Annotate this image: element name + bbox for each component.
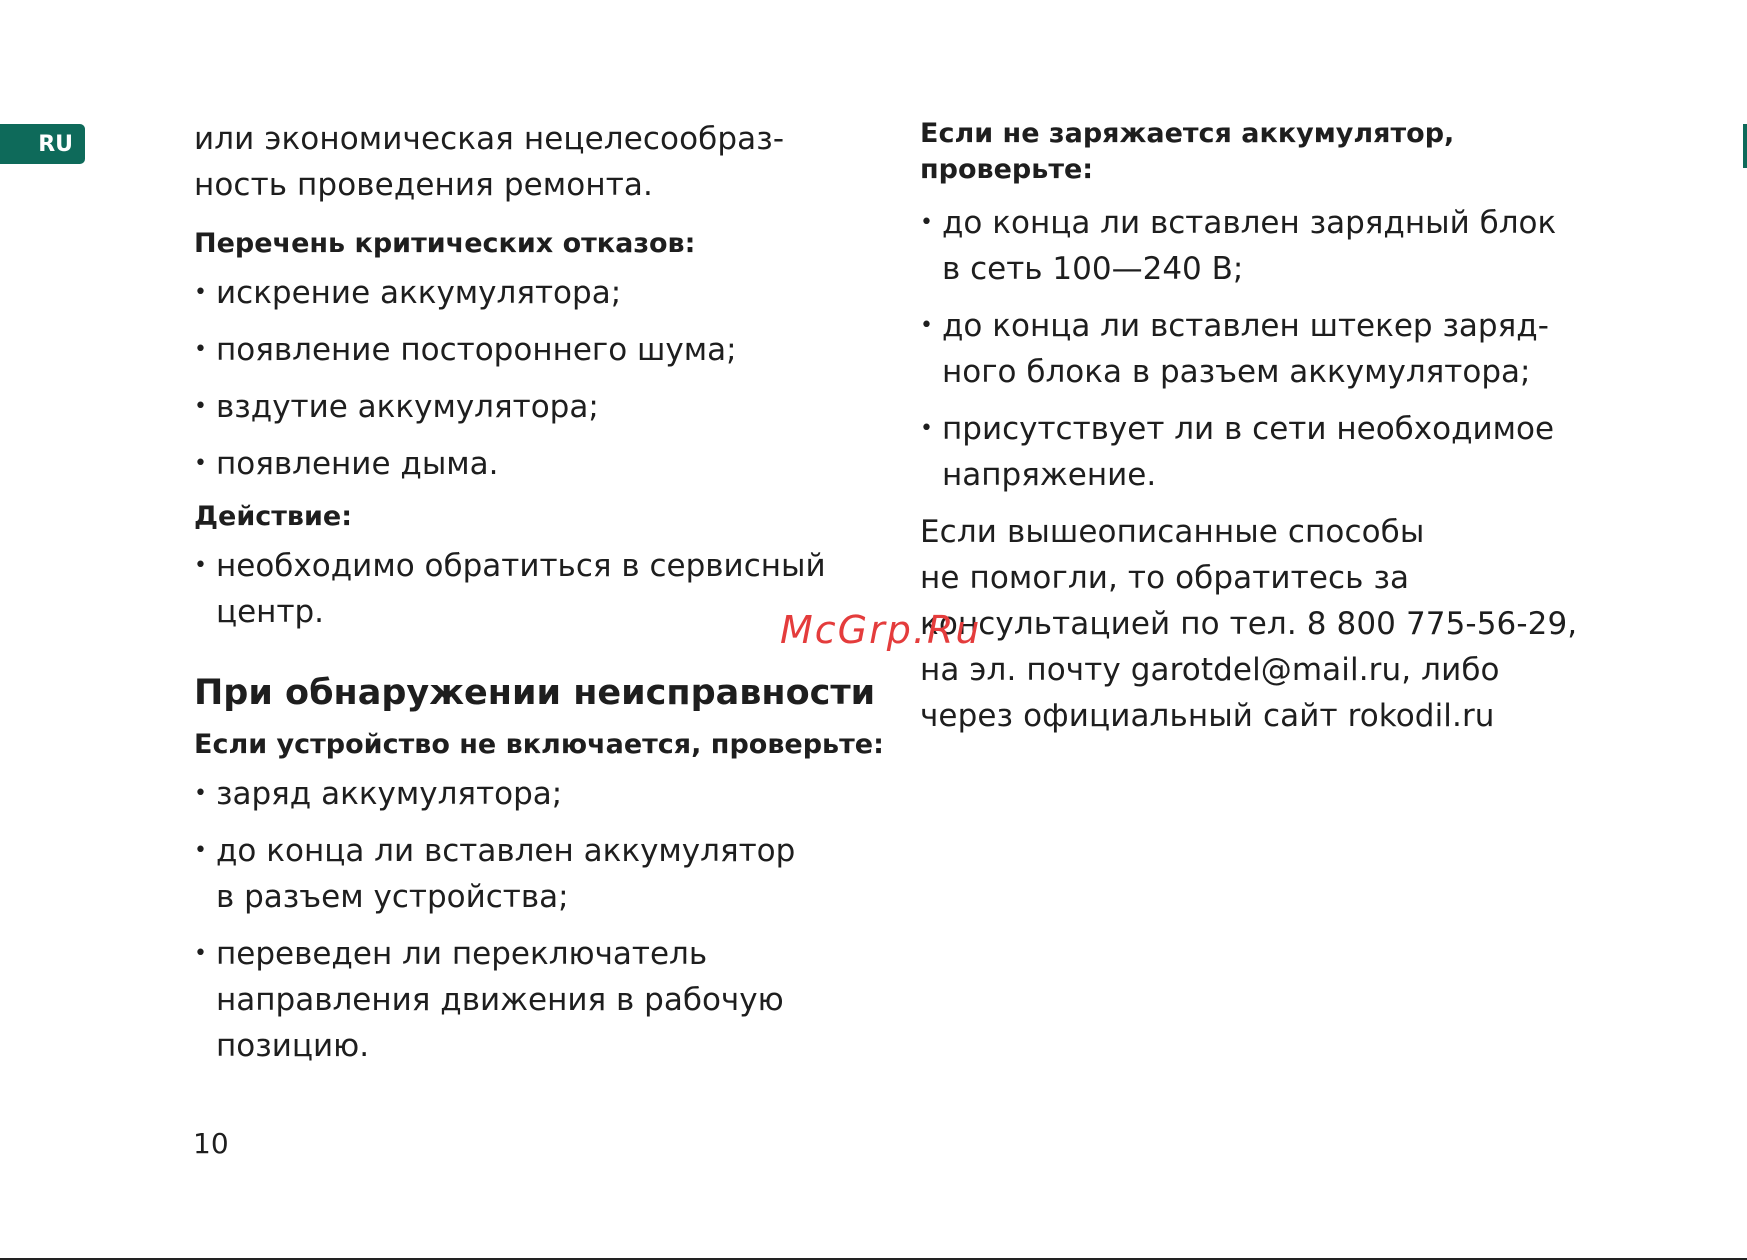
contact-line: на эл. почту garotdel@mail.ru, либо xyxy=(920,652,1500,688)
device-check-list xyxy=(194,771,884,1069)
list-item: • появление дыма. xyxy=(194,441,884,487)
contact-line: не помогли, то обратитесь за xyxy=(920,560,1410,596)
list-item-line: заряд аккумулятора; xyxy=(216,776,563,812)
edge-marker xyxy=(1743,124,1747,168)
intro-line-1: или экономическая нецелесообраз- xyxy=(194,121,785,157)
list-item xyxy=(920,303,1620,395)
contact-line: Если вышеописанные способы xyxy=(920,514,1425,550)
list-item xyxy=(194,931,884,1069)
list-item-line: присутствует ли в сети необходимое xyxy=(942,411,1555,447)
list-item-line: позицию. xyxy=(216,1028,370,1064)
intro-line-2: ность проведения ремонта. xyxy=(194,167,653,203)
list-item-line: переведен ли переключатель xyxy=(216,936,708,972)
action-heading: Действие: xyxy=(194,501,353,532)
battery-charge-heading xyxy=(920,116,1620,188)
heading-line: проверьте: xyxy=(920,154,1094,185)
critical-failures-heading: Перечень критических отказов: xyxy=(194,228,696,259)
contact-paragraph xyxy=(920,509,1620,739)
list-item-line: в сеть 100—240 В; xyxy=(942,251,1244,287)
list-item xyxy=(194,771,884,817)
list-item-line: необходимо обратиться в сервисный xyxy=(216,548,826,584)
heading-line: Если не заряжается аккумулятор, xyxy=(920,118,1455,149)
language-tab: RU xyxy=(0,124,85,164)
page-number: 10 xyxy=(193,1127,229,1160)
battery-check-list xyxy=(920,200,1620,498)
list-item xyxy=(920,406,1620,498)
list-item-line: до конца ли вставлен зарядный блок xyxy=(942,205,1557,241)
contact-line: через официальный сайт rokodil.ru xyxy=(920,698,1495,734)
list-item: • вздутие аккумулятора; xyxy=(194,384,884,430)
left-column xyxy=(194,116,884,1069)
section-title: При обнаружении неисправности xyxy=(194,673,876,713)
list-item xyxy=(920,200,1620,292)
list-item-line: направления движения в рабочую xyxy=(216,982,784,1018)
right-column xyxy=(920,116,1620,739)
watermark: McGrp.Ru xyxy=(780,608,982,652)
list-item xyxy=(194,828,884,920)
list-item-line: ного блока в разъем аккумулятора; xyxy=(942,354,1531,390)
contact-line: консультацией по тел. 8 800 775-56-29, xyxy=(920,606,1578,642)
list-item: • искрение аккумулятора; xyxy=(194,270,884,316)
list-item-line: до конца ли вставлен аккумулятор xyxy=(216,833,796,869)
device-check-heading: Если устройство не включается, проверьте: xyxy=(194,729,884,760)
list-item-line: в разъем устройства; xyxy=(216,879,569,915)
critical-failures-list xyxy=(194,270,884,487)
list-item-line: напряжение. xyxy=(942,457,1157,493)
list-item-line: до конца ли вставлен штекер заряд- xyxy=(942,308,1549,344)
list-item-line: центр. xyxy=(216,594,325,630)
list-item: • появление постороннего шума; xyxy=(194,327,884,373)
